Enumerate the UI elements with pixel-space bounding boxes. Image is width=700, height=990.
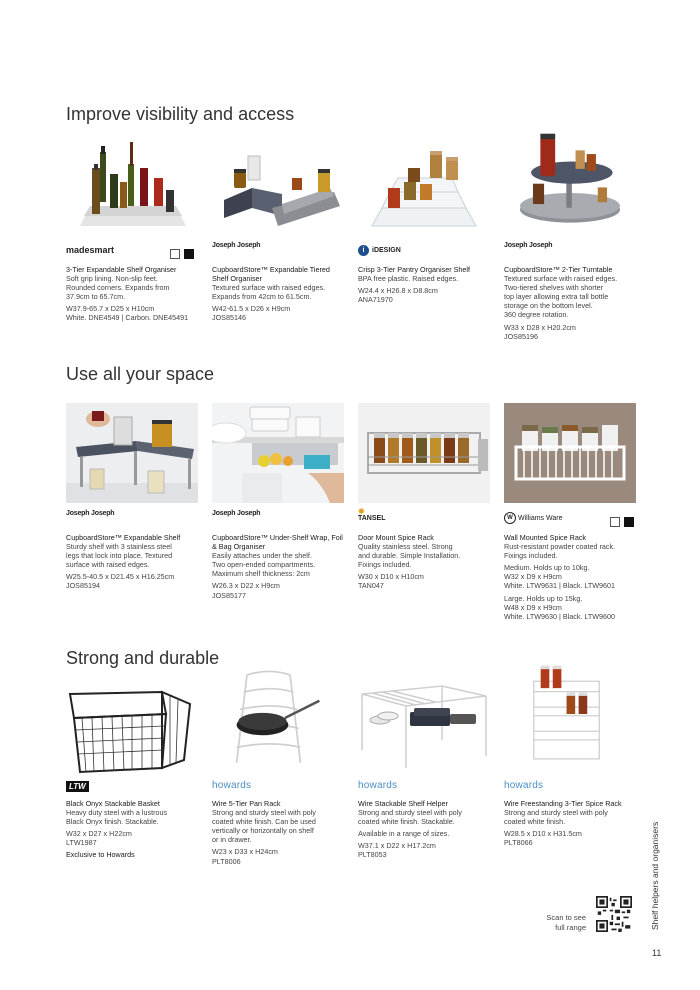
product-dimensions: W30 x D10 x H10cm	[358, 572, 424, 582]
product-description	[504, 799, 636, 847]
product-title: Wall Mounted Spice Rack	[504, 533, 587, 542]
desc-line: Rust-resistant powder coated rack.	[504, 542, 616, 552]
desc-line: Strong and sturdy steel with poly	[212, 808, 316, 818]
product-title: CupboardStore™ Expandable Tiered Shelf Organiser	[212, 265, 330, 284]
product-image-under-shelf-organiser	[212, 403, 344, 503]
desc-line: Easily attaches under the shelf.	[212, 551, 312, 561]
product-description	[504, 265, 636, 341]
colour-swatches	[606, 513, 634, 531]
product-code: JOS85194	[66, 581, 100, 591]
product-dimensions: W33 x D28 x H20.2cm	[504, 322, 576, 332]
brand-logo-howards: howards	[358, 779, 398, 791]
product-dimensions: W25.5-40.5 x D21.45 x H16.25cm	[66, 572, 175, 582]
product-code: JOS85196	[504, 331, 538, 341]
product-code: PLT8053	[358, 850, 387, 860]
desc-line: Fixings included.	[358, 560, 412, 570]
product-image-door-spice-rack	[358, 403, 490, 503]
product-image-shelf-helper	[358, 680, 490, 780]
product-title: Door Mount Spice Rack	[358, 533, 434, 542]
product-code: White. LTW9631 | Black. LTW9601	[504, 581, 616, 591]
product-title: Wire 5-Tier Pan Rack	[212, 799, 281, 808]
desc-line: 360 degree rotation.	[504, 310, 569, 320]
brand-logo-ltw: LTW	[66, 779, 89, 793]
product-code: TAN047	[358, 581, 384, 591]
tansel-star-icon: ✸	[358, 507, 365, 516]
product-description	[66, 533, 198, 591]
brand-logo-madesmart: madesmart	[66, 245, 115, 255]
product-dimensions: W28.5 x D10 x H31.5cm	[504, 829, 582, 839]
product-image-expandable-shelf	[66, 403, 198, 503]
brand-logo-joseph-joseph: Joseph Joseph	[66, 510, 115, 517]
brand-logo-williams-ware: W Williams Ware	[504, 511, 562, 525]
scan-to-see-text: Scan to see full range	[546, 913, 586, 932]
product-title: Wire Freestanding 3-Tier Spice Rack	[504, 799, 622, 808]
availability-note: Available in a range of sizes.	[358, 829, 450, 839]
product-title: CupboardStore™ Expandable Shelf	[66, 533, 181, 542]
exclusive-note: Exclusive to Howards	[66, 850, 135, 860]
product-dimensions: W32 x D27 x H22cm	[66, 829, 132, 839]
desc-line: Quality stainless steel. Strong	[358, 542, 453, 552]
product-title: CupboardStore™ 2-Tier Turntable	[504, 265, 613, 274]
product-dimensions: W32 x D9 x H9cm	[504, 572, 562, 582]
product-code: JOS85146	[212, 313, 246, 323]
product-dimensions: W37.1 x D22 x H17.2cm	[358, 841, 436, 851]
product-description	[212, 799, 344, 866]
swatch-black	[184, 249, 194, 259]
product-size-large: Large. Holds up to 15kg.	[504, 593, 583, 603]
product-description	[66, 265, 198, 323]
product-image-turntable	[504, 130, 636, 230]
desc-line: Expands from 42cm to 61.5cm.	[212, 292, 312, 302]
desc-line: 37.9cm to 65.7cm.	[66, 292, 126, 302]
product-dimensions: W23 x D33 x H24cm	[212, 847, 278, 857]
desc-line: Rounded corners. Expands from	[66, 283, 170, 293]
brand-logo-joseph-joseph: Joseph Joseph	[212, 510, 261, 517]
product-code: LTW1987	[66, 838, 97, 848]
product-description	[358, 533, 490, 591]
brand-logo-joseph-joseph: Joseph Joseph	[504, 242, 553, 249]
product-description	[212, 265, 344, 323]
product-description	[66, 799, 198, 860]
product-dimensions: W24.4 x H26.8 x D8.8cm	[358, 286, 438, 296]
desc-line: surface with raised edges.	[66, 560, 150, 570]
desc-line: and durable. Simple Installation.	[358, 551, 461, 561]
desc-line: Heavy duty steel with a lustrous	[66, 808, 168, 818]
product-title: Black Onyx Stackable Basket	[66, 799, 160, 808]
product-dimensions: W42-61.5 x D26 x H9cm	[212, 304, 291, 314]
product-dimensions: W26.3 x D22 x H9cm	[212, 581, 280, 591]
desc-line: coated white finish. Stackable.	[358, 817, 455, 827]
desc-line: Textured surface with raised edges.	[212, 283, 326, 293]
desc-line: Maximum shelf thickness: 2cm	[212, 569, 310, 579]
product-code: PLT8066	[504, 838, 533, 848]
product-title: Wire Stackable Shelf Helper	[358, 799, 448, 808]
desc-line: Soft grip lining. Non-slip feet.	[66, 274, 158, 284]
brand-logo-howards: howards	[504, 779, 544, 791]
product-code: JOS85177	[212, 590, 246, 600]
qr-code-icon[interactable]	[596, 896, 632, 932]
brand-logo-howards: howards	[212, 779, 252, 791]
section-title-durable: Strong and durable	[66, 648, 220, 668]
product-description	[358, 265, 490, 304]
product-description	[212, 533, 344, 600]
product-code: ANA71970	[358, 295, 393, 305]
product-image-black-basket	[66, 684, 198, 784]
product-code: White. DNE4549 | Carbon. DNE45491	[66, 313, 189, 323]
desc-line: Textured surface with raised edges.	[504, 274, 618, 284]
desc-line: vertically or horizontally on shelf	[212, 826, 314, 836]
desc-line: Fixings included.	[504, 551, 558, 561]
product-image-wall-spice-rack	[504, 403, 636, 503]
desc-line: storage on the bottom level.	[504, 301, 593, 311]
idesign-icon: i	[358, 245, 369, 256]
swatch-white	[170, 249, 180, 259]
product-image-3-tier-shelf	[66, 138, 198, 238]
product-description	[358, 799, 490, 860]
desc-line: Sturdy shelf with 3 stainless steel	[66, 542, 172, 552]
brand-logo-tansel: ✸ TANSEL	[358, 507, 386, 522]
product-title: 3-Tier Expandable Shelf Organiser	[66, 265, 177, 274]
side-section-label: Shelf helpers and organisers	[650, 821, 660, 930]
desc-line: top layer allowing extra tall bottle	[504, 292, 609, 302]
desc-line: coated white finish.	[504, 817, 566, 827]
williams-ware-icon: W	[504, 512, 516, 524]
desc-line: Black Onyx finish. Stackable.	[66, 817, 159, 827]
product-title: Crisp 3-Tier Pantry Organiser Shelf	[358, 265, 470, 274]
product-image-freestanding-spice-rack	[504, 664, 636, 764]
product-description	[504, 533, 636, 621]
desc-line: Strong and sturdy steel with poly	[504, 808, 608, 818]
desc-line: coated white finish. Can be used	[212, 817, 316, 827]
desc-line: Two-tiered shelves with shorter	[504, 283, 604, 293]
page-number: 11	[652, 948, 662, 958]
desc-line: Two open-ended compartments.	[212, 560, 316, 570]
brand-logo-idesign: i iDESIGN	[358, 243, 401, 257]
desc-line: or in drawer.	[212, 835, 252, 845]
desc-line: BPA free plastic. Raised edges.	[358, 274, 459, 284]
product-title: CupboardStore™ Under-Shelf Wrap, Foil & Bag Organiser	[212, 533, 343, 552]
desc-line: legs that lock into place. Textured	[66, 551, 173, 561]
product-code: White. LTW9630 | Black. LTW9600	[504, 611, 616, 621]
product-image-tiered-shelf	[212, 138, 344, 238]
swatch-white	[610, 517, 620, 527]
desc-line: Strong and sturdy steel with poly	[358, 808, 462, 818]
product-code: PLT8006	[212, 856, 241, 866]
product-dimensions: W48 x D9 x H9cm	[504, 602, 562, 612]
section-title-space: Use all your space	[66, 364, 215, 384]
swatch-black	[624, 517, 634, 527]
section-title-visibility: Improve visibility and access	[66, 104, 295, 124]
brand-logo-joseph-joseph: Joseph Joseph	[212, 242, 261, 249]
product-image-pantry-shelf	[358, 138, 490, 238]
product-size-medium: Medium. Holds up to 10kg.	[504, 563, 590, 573]
product-dimensions: W37.9-65.7 x D25 x H10cm	[66, 304, 155, 314]
colour-swatches	[166, 245, 194, 263]
product-image-pan-rack	[212, 668, 344, 768]
